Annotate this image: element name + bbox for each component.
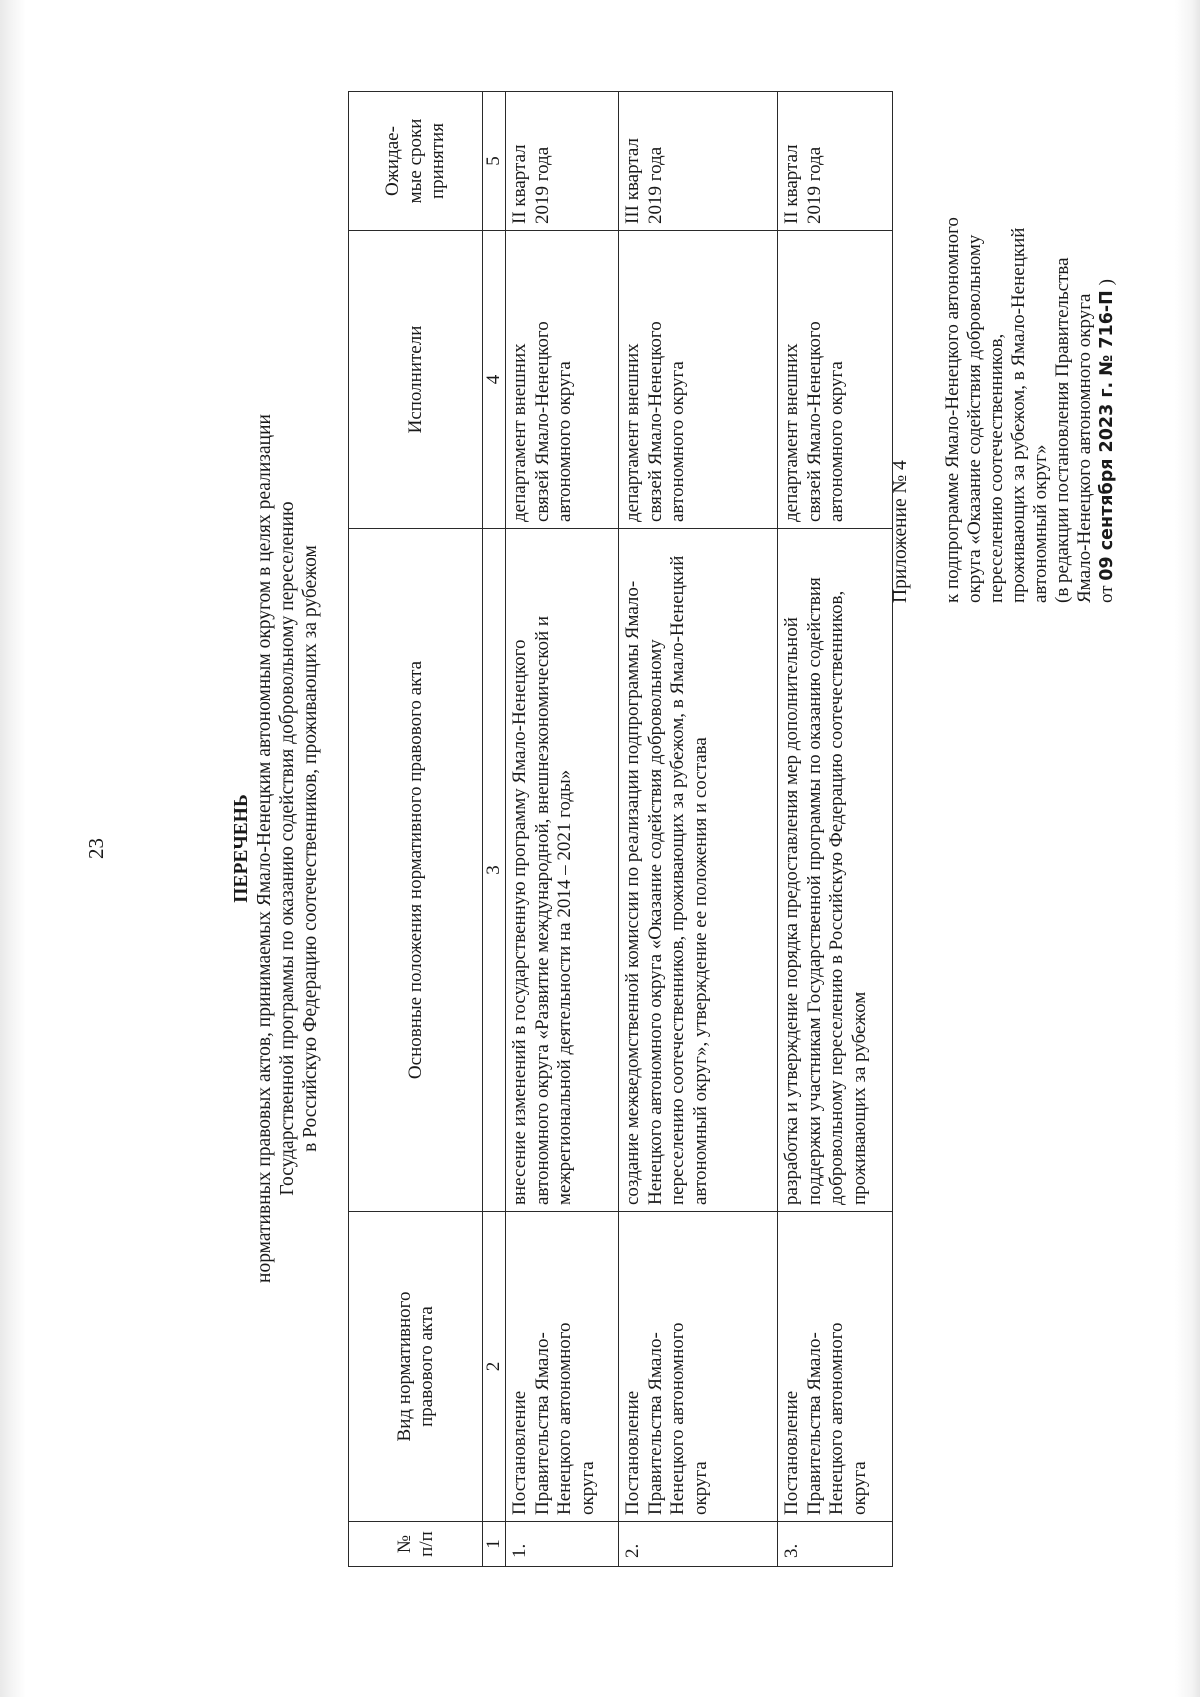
row-terms: III квартал 2019 года: [619, 92, 778, 231]
table-row: [619, 92, 778, 1567]
appendix-body: к подпрограмме Ямало-Ненецкого автономного округа «Оказание содействия добровольному переселению соотечественников, проживающих за рубежом, в Ямало-Ненецкий автономный округ» (в редакции постановления Правительства Ямало-Ненецкого автономного округа: [942, 217, 1095, 603]
heading-line-2: Государственной программы по оказанию содействия добровольному переселению: [277, 501, 298, 1196]
header-provisions: Основные положения нормативного правового акта: [349, 529, 483, 1212]
header-number: № п/п: [349, 1522, 483, 1567]
row-provisions: разработка и утверждение порядка предоставления мер дополнительной поддержки участникам Государственной программы по оказанию содействия добровольному переселению в Российскую Федерацию соотечественников, проживающих за рубежом: [778, 529, 893, 1212]
document-title: ПЕРЕЧЕНЬ: [231, 794, 252, 903]
column-number: 2: [483, 1212, 506, 1522]
row-provisions: внесение изменений в государственную программу Ямало-Ненецкого автономного округа «Развитие международной, внешнеэкономической и межрегиональной деятельности на 2014 – 2021 годы»: [506, 529, 619, 1212]
row-terms: II квартал 2019 года: [778, 92, 893, 231]
appendix-date-prefix: от: [1096, 580, 1117, 603]
header-terms: Ожидае- мые сроки принятия: [349, 92, 483, 231]
document-heading: [230, 0, 322, 1697]
row-number: 3.: [778, 1522, 893, 1567]
table-column-numbers-row: [483, 92, 506, 1567]
acts-table: [348, 91, 893, 1567]
appendix-date-suffix: ): [1096, 279, 1117, 291]
column-number: 3: [483, 529, 506, 1212]
table-row: [506, 92, 619, 1567]
appendix-label: Приложение № 4: [890, 460, 911, 603]
column-number: 5: [483, 92, 506, 231]
row-executors: департамент внешних связей Ямало-Ненецкого автономного округа: [506, 231, 619, 529]
heading-line-3: в Российскую Федерацию соотечественников, проживающих за рубежом: [300, 545, 321, 1152]
column-number: 4: [483, 231, 506, 529]
row-executors: департамент внешних связей Ямало-Ненецкого автономного округа: [778, 231, 893, 529]
column-number: 1: [483, 1522, 506, 1567]
row-number: 2.: [619, 1522, 778, 1567]
header-executors: Исполнители: [349, 231, 483, 529]
row-number: 1.: [506, 1522, 619, 1567]
row-act-type: Постановление Правительства Ямало- Ненецкого автономного округа: [506, 1212, 619, 1522]
appendix-note: [942, 103, 1118, 603]
heading-line-1: нормативных правовых актов, принимаемых Ямало-Ненецким автономным округом в целях реализации: [254, 414, 275, 1283]
header-act-type: Вид нормативного правового акта: [349, 1212, 483, 1522]
page-number: 23: [84, 838, 108, 859]
row-act-type: Постановление Правительства Ямало- Ненецкого автономного округа: [619, 1212, 778, 1522]
row-executors: департамент внешних связей Ямало-Ненецкого автономного округа: [619, 231, 778, 529]
row-provisions: создание межведомственной комиссии по реализации подпрограммы Ямало-Ненецкого автономного округа «Оказание содействия добровольному переселению соотечественников, проживающих за рубежом, в Ямало-Ненецкий автономный округ», утверждение ее положения и состава: [619, 529, 778, 1212]
appendix-date: 09 сентября 2023 г. № 716-П: [1097, 290, 1117, 581]
row-act-type: Постановление Правительства Ямало- Ненецкого автономного округа: [778, 1212, 893, 1522]
row-terms: II квартал 2019 года: [506, 92, 619, 231]
table-header-row: [349, 92, 483, 1567]
table-row: [778, 92, 893, 1567]
